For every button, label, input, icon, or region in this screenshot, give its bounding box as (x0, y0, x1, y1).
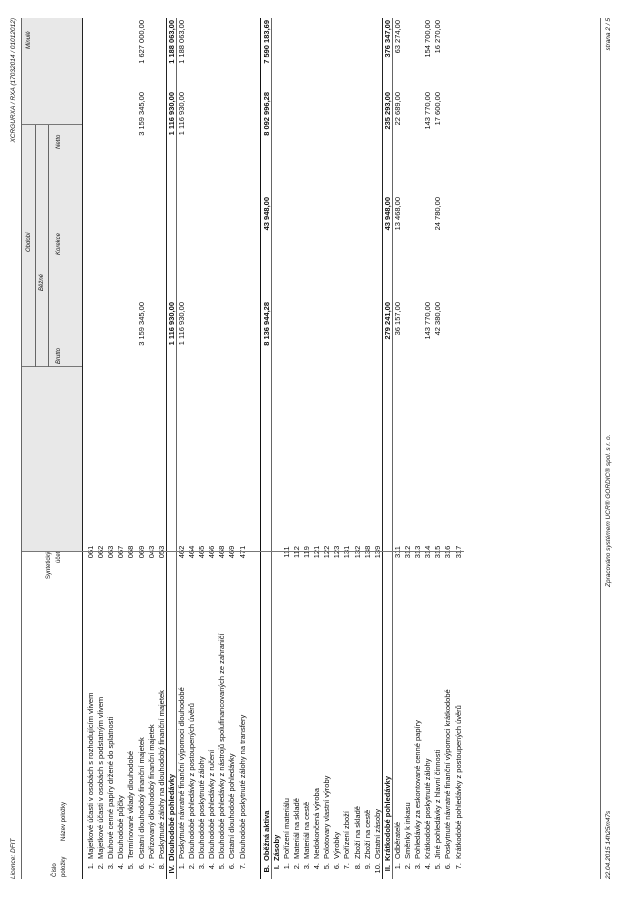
item-name: Dluhové cenné papíry držené do splatnosti (106, 716, 116, 859)
item-number: 2. (187, 863, 196, 870)
section-label (272, 835, 281, 877)
item-label (86, 693, 95, 877)
item-label (403, 802, 412, 877)
item-name: Majetkové účasti v osobách s podstatným vlivem (96, 696, 106, 859)
item-label (157, 690, 166, 877)
item-number: 7. (146, 863, 156, 870)
footer-timestamp: 22.04.2015 14h25m47s (605, 810, 612, 879)
value-netto: 1 116 930,00 (166, 92, 176, 136)
item-label (373, 809, 382, 877)
account-number: 138 (362, 545, 372, 559)
account-number: 122 (322, 545, 332, 559)
item-number: 5. (322, 863, 332, 870)
item-name: Pořízení zboží (342, 811, 352, 859)
account-number: 469 (227, 545, 237, 559)
item-name: Zásoby (271, 834, 281, 861)
account-number: 061 (86, 545, 95, 559)
item-number: 3. (106, 863, 116, 870)
item-label (227, 754, 236, 878)
item-name: Dlouhodobé pohledávky z postoupených úvěrů (187, 703, 196, 859)
value-brutto: 143 770,00 (423, 302, 433, 340)
col-cislo: Číslo (52, 863, 58, 877)
item-number: 2. (96, 863, 106, 870)
item-label (322, 776, 331, 877)
item-name: Dlouhodobé pohledávky z nástrojů spolufinancovaných ze zahraničí (217, 633, 227, 859)
col-brutto: Brutto (56, 347, 62, 364)
col-netto: Netto (56, 134, 62, 149)
item-number: 1. (86, 863, 95, 870)
value-korekce: 43 948,00 (382, 197, 392, 231)
account-number: 131 (342, 545, 352, 559)
col-synteticky: Syntetický (46, 551, 52, 579)
account-number: 314 (423, 545, 433, 559)
account-number: 062 (96, 545, 106, 559)
item-number: I. (271, 865, 281, 870)
item-label (137, 737, 146, 877)
value-netto: 17 600,00 (433, 92, 443, 126)
value-brutto: 36 157,00 (392, 302, 402, 336)
item-label (116, 795, 125, 877)
account-number: 465 (197, 545, 207, 559)
value-korekce: 13 468,00 (392, 197, 402, 231)
account-number: 317 (453, 545, 463, 559)
item-label (433, 750, 442, 877)
item-label (312, 788, 321, 877)
account-number: 468 (217, 545, 227, 559)
item-name: Materiál na cestě (302, 801, 311, 859)
item-number: 2. (291, 863, 301, 870)
item-number: 6. (443, 863, 453, 870)
value-minule: 63 274,00 (392, 20, 402, 54)
value-brutto: 3 159 345,00 (136, 302, 146, 346)
item-name: Jiné pohledávky z hlavní činnosti (433, 749, 443, 859)
form-id: XCRGURXA / RXA (17032014 / 01012012) (10, 18, 17, 143)
value-brutto: 1 116 930,00 (176, 302, 186, 346)
account-number: 043 (146, 545, 156, 559)
item-label (96, 697, 105, 877)
account-number: 069 (136, 545, 146, 559)
account-number: 121 (312, 545, 322, 559)
account-number: 464 (187, 545, 196, 559)
item-label (187, 703, 196, 877)
item-name: Ostatní dlouhodobý finanční majetek (136, 737, 146, 859)
item-number: 4. (207, 863, 217, 870)
col-divider (22, 366, 82, 367)
item-number: 6. (332, 863, 342, 870)
value-minule: 16 270,00 (433, 20, 443, 54)
item-number: 4. (312, 863, 322, 870)
item-number: 4. (423, 863, 433, 870)
col-bezne: Běžné (39, 273, 45, 291)
value-brutto: 279 241,00 (382, 302, 392, 340)
item-label (177, 687, 186, 877)
item-label (332, 832, 341, 877)
account-number: 313 (413, 545, 423, 559)
col-polozky: položky (61, 856, 67, 877)
row-rule (260, 18, 261, 879)
item-name: Odběratelé (392, 821, 402, 859)
item-name: Výrobky (332, 831, 342, 859)
row-rule (271, 18, 272, 879)
item-name: Dlouhodobé pohledávky (166, 773, 176, 861)
account-number: 119 (302, 546, 311, 558)
item-label (217, 633, 226, 877)
item-label (207, 750, 216, 877)
item-number: 5. (126, 863, 136, 870)
value-brutto: 8 136 944,28 (261, 302, 271, 346)
account-number: 316 (443, 545, 453, 559)
section-label (262, 811, 271, 877)
col-korekce: Korekce (56, 232, 62, 255)
account-number: 462 (176, 545, 186, 559)
item-name: Krátkodobé pohledávky (382, 775, 392, 861)
account-number: 123 (332, 545, 342, 559)
value-netto: 1 116 930,00 (176, 92, 186, 136)
account-number: 466 (207, 545, 217, 559)
value-korekce: 43 948,00 (261, 197, 271, 231)
item-label (292, 798, 301, 877)
item-number: 3. (302, 863, 311, 870)
item-label (106, 717, 115, 877)
value-netto: 3 159 345,00 (136, 92, 146, 136)
item-label (126, 751, 135, 877)
item-name: Nedokončená výroba (312, 788, 322, 859)
account-column-divider (82, 551, 464, 552)
account-number: 315 (433, 545, 443, 559)
item-name: Zboží na cestě (362, 809, 372, 859)
col-divider (22, 124, 82, 125)
obdobi-rule (35, 125, 36, 367)
item-number: 7. (342, 863, 352, 870)
bezne-rule (48, 125, 49, 367)
item-number: 3. (197, 863, 207, 870)
value-brutto: 1 116 930,00 (166, 302, 176, 346)
value-netto: 22 689,00 (392, 92, 402, 126)
item-label (443, 689, 452, 877)
item-number: 6. (227, 863, 237, 870)
item-number: B. (261, 865, 271, 873)
item-number: 1. (281, 863, 291, 870)
item-name: Ostatní zásoby (372, 808, 382, 859)
value-minule: 376 347,00 (382, 20, 392, 58)
header-shade (22, 18, 82, 552)
item-name: Poskytnuté návratné finanční výpomoci krátkodobé (443, 689, 453, 859)
value-minule: 1 188 063,00 (176, 20, 186, 64)
item-name: Termínované vklady dlouhodobé (126, 751, 136, 859)
item-number: 5. (217, 863, 227, 870)
section-label (383, 776, 392, 877)
footer-page-number: strana 2 / 5 (605, 18, 612, 51)
item-label (282, 798, 291, 877)
account-number: 068 (126, 545, 136, 559)
item-number: 2. (403, 863, 412, 870)
item-number: 8. (352, 863, 362, 870)
item-label (423, 759, 432, 877)
item-label (197, 756, 206, 877)
item-number: 6. (136, 863, 146, 870)
item-label (353, 806, 362, 877)
value-netto: 235 293,00 (382, 92, 392, 130)
item-name: Poskytnuté návratné finanční výpomoci dlouhodobé (176, 687, 186, 859)
value-minule: 154 700,00 (423, 20, 433, 58)
item-name: Pořízení materiálu (281, 798, 291, 859)
item-name: Dlouhodobé poskytnuté zálohy na transfery (237, 714, 247, 859)
item-label (342, 811, 351, 877)
header-bottom-rule (82, 18, 83, 879)
item-name: Dlouhodobé pohledávky z ručení (207, 749, 217, 859)
item-number: 3. (413, 863, 423, 870)
item-label (147, 724, 156, 877)
value-minule: 1 188 063,00 (166, 20, 176, 64)
account-number: 311 (392, 546, 402, 558)
item-number: IV. (166, 865, 176, 874)
row-rule (392, 18, 393, 879)
item-label (363, 810, 372, 877)
section-label (167, 774, 176, 877)
item-number: 1. (176, 863, 186, 870)
item-name: Polotovary vlastní výroby (322, 775, 332, 859)
value-minule: 1 627 000,00 (136, 20, 146, 64)
col-divider (22, 551, 82, 552)
col-minule: Minulé (26, 31, 32, 49)
footer-producer: Zpracováno systémem UCR® GORDIC® spol. s r. o. (605, 434, 612, 587)
item-name: Pohledávky za eskontované cenné papíry (413, 720, 423, 859)
item-name: Krátkodobé pohledávky z postoupených úvěrů (453, 705, 463, 859)
item-name: Poskytnuté zálohy na dlouhodobý finanční majetek (156, 690, 166, 859)
item-number: 7. (237, 863, 247, 870)
account-number: 111 (281, 546, 291, 558)
item-number: 5. (433, 863, 443, 870)
item-number: 10. (372, 863, 382, 874)
account-number: 312 (403, 545, 412, 559)
item-number: 4. (116, 863, 126, 870)
value-netto: 143 770,00 (423, 92, 433, 130)
account-number: 063 (106, 545, 116, 559)
col-nazev: Název položky (61, 801, 67, 841)
item-name: Dlouhodobé půjčky (116, 795, 126, 859)
row-rule (166, 18, 167, 879)
item-label (393, 822, 402, 877)
item-number: 7. (453, 863, 463, 870)
item-name: Krátkodobé poskytnuté zálohy (423, 758, 433, 859)
value-netto: 8 092 996,28 (261, 92, 271, 136)
account-number: 471 (237, 545, 247, 559)
item-name: Dlouhodobé poskytnuté zálohy (197, 756, 207, 859)
footer-rule (600, 18, 601, 879)
col-ucet: účet (56, 551, 62, 563)
item-name: Ostatní dlouhodobé pohledávky (227, 753, 237, 859)
item-name: Pořizovaný dlouhodobý finanční majetek (146, 724, 156, 859)
item-label (413, 720, 422, 877)
value-minule: 7 590 183,69 (261, 20, 271, 64)
value-korekce: 24 780,00 (433, 197, 443, 231)
value-brutto: 42 380,00 (433, 302, 443, 336)
item-name: Oběžná aktiva (261, 810, 271, 861)
item-name: Majetkové účasti v osobách s rozhodujícím vlivem (86, 692, 95, 859)
account-number: 067 (116, 545, 126, 559)
account-number: 112 (291, 546, 301, 558)
item-name: Směnky k inkasu (403, 802, 412, 859)
account-number: 132 (352, 545, 362, 559)
item-label (302, 802, 311, 877)
licence-label: Licence: DFIT (10, 838, 17, 879)
item-number: II. (382, 865, 392, 872)
item-label (238, 715, 247, 877)
col-obdobi: Období (26, 232, 32, 252)
row-rule (382, 18, 383, 879)
item-number: 1. (392, 863, 402, 870)
account-number: 139 (372, 545, 382, 559)
item-name: Zboží na skladě (352, 806, 362, 859)
item-name: Materiál na skladě (291, 798, 301, 859)
item-label (454, 705, 463, 877)
item-number: 9. (362, 863, 372, 870)
item-number: 8. (156, 863, 166, 870)
account-number: 053 (156, 545, 166, 559)
